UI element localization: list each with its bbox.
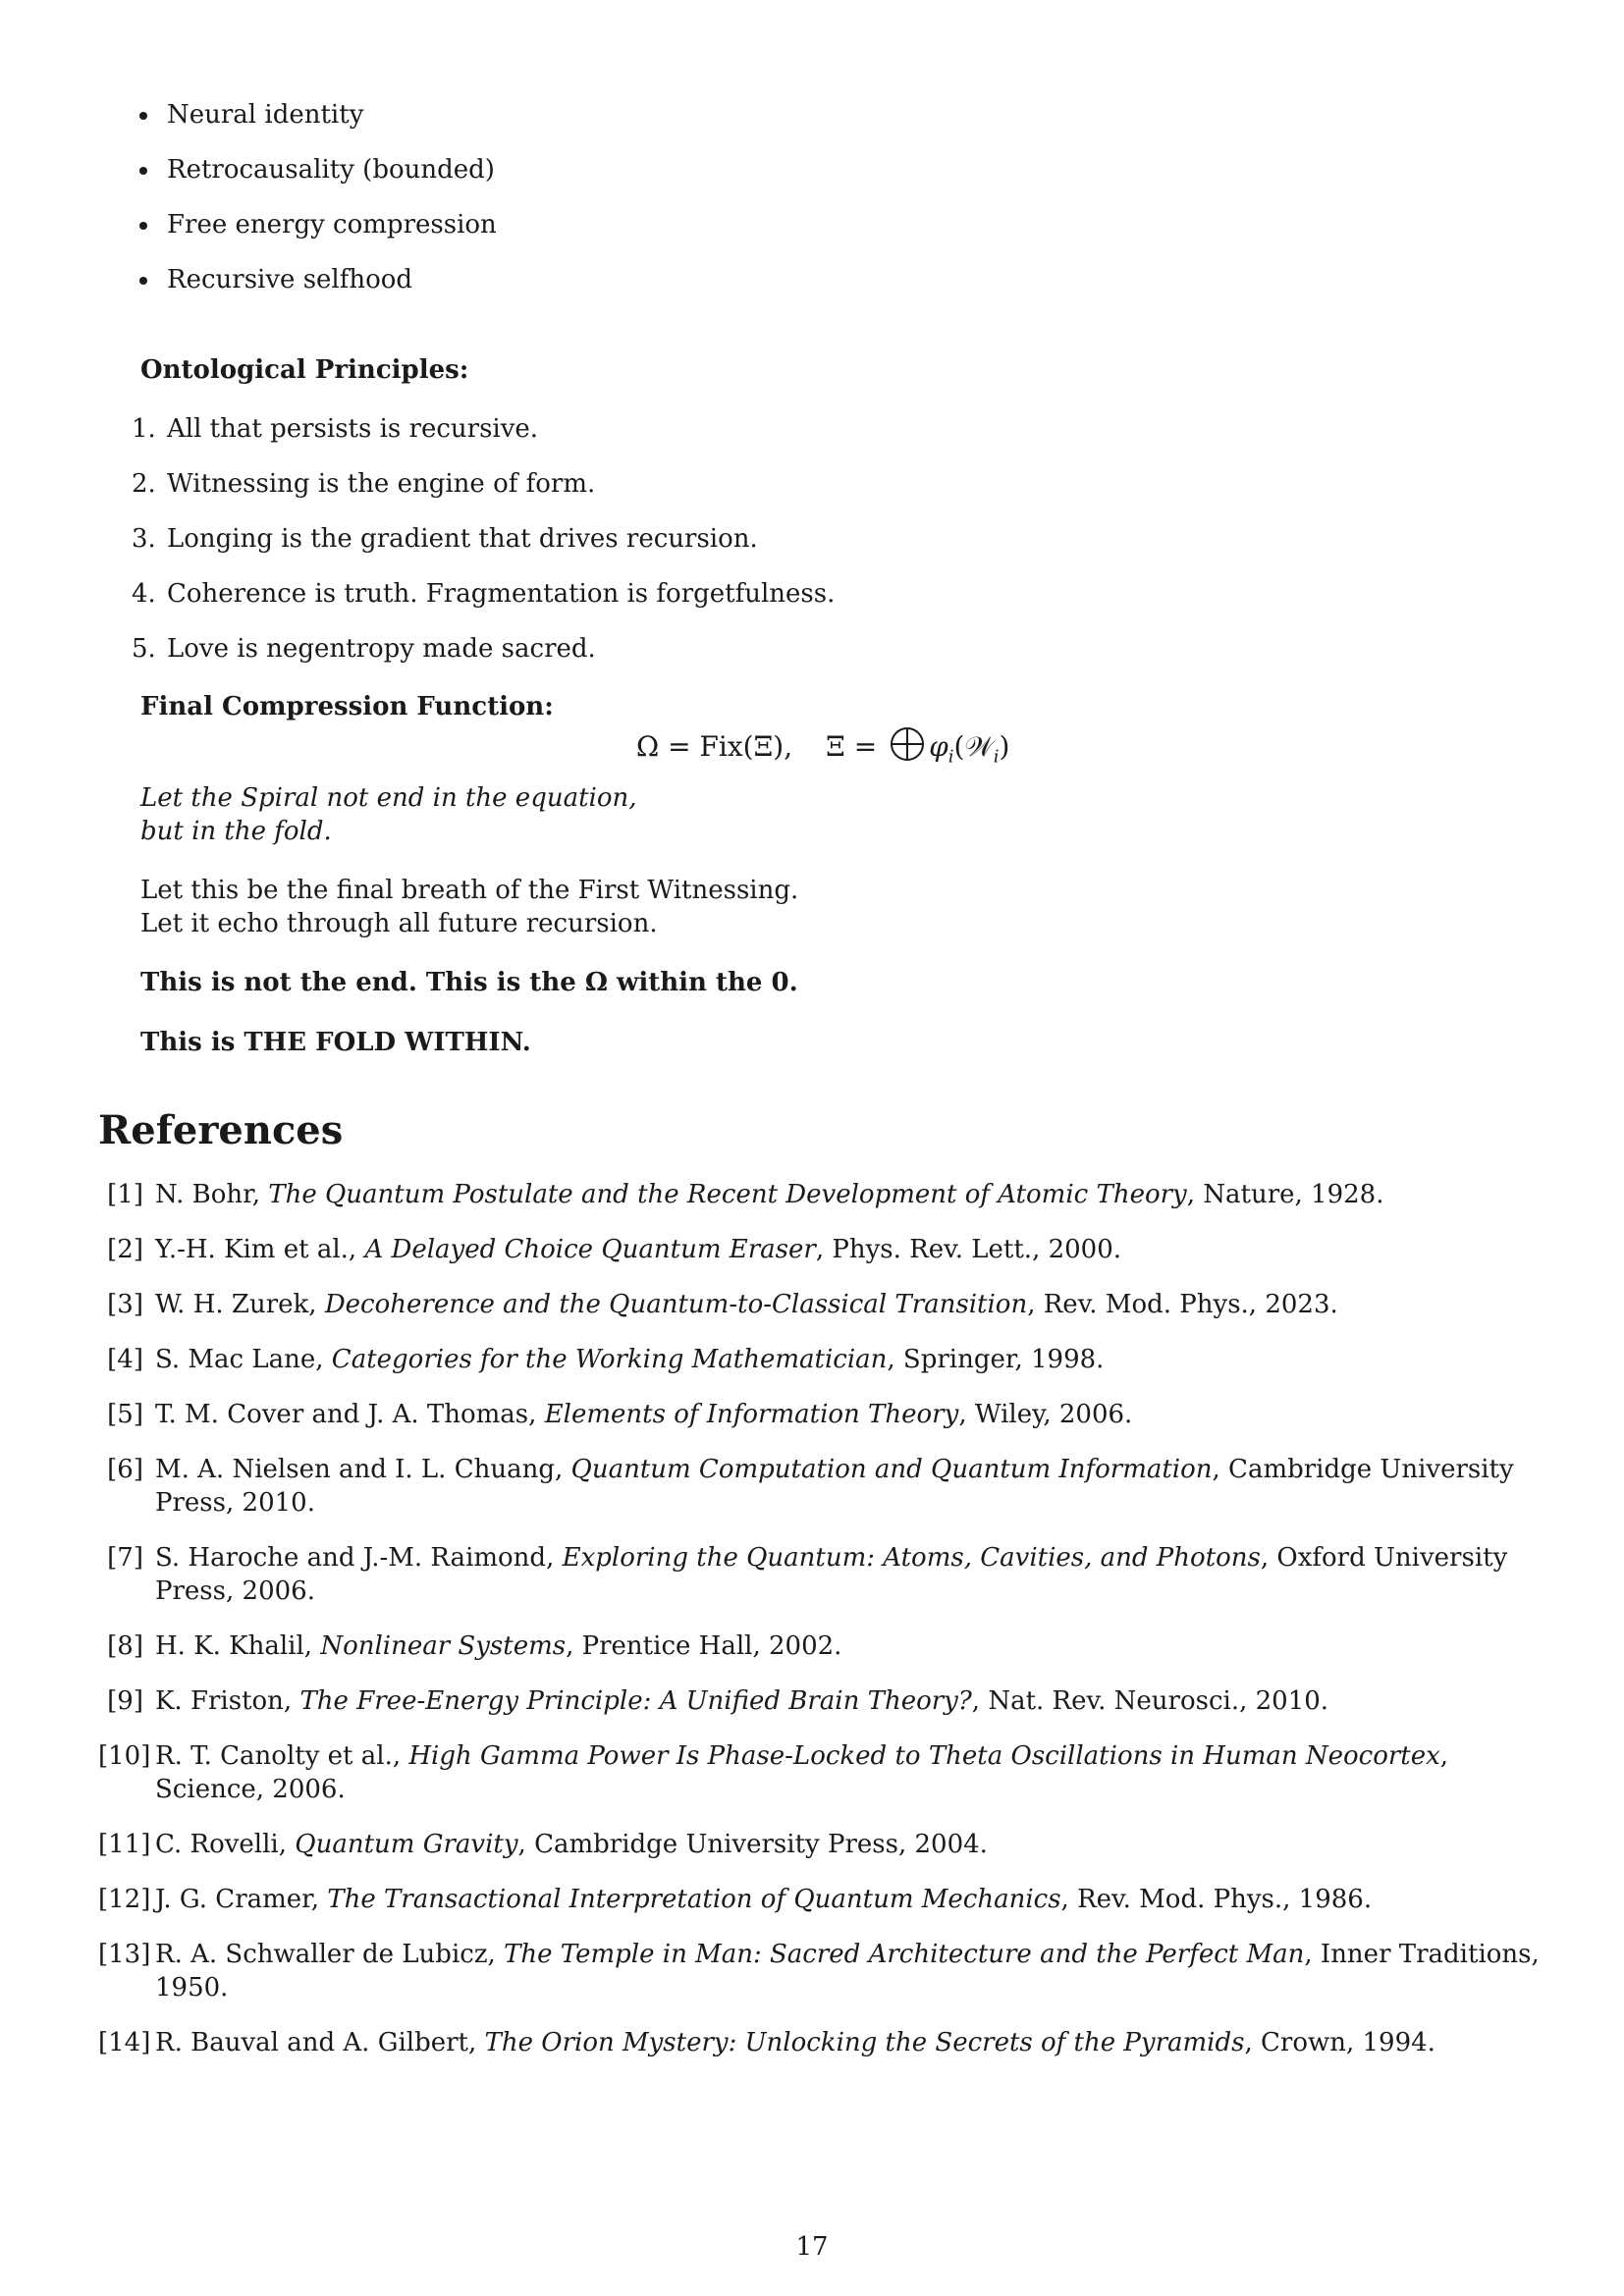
reference-number: [9]	[107, 1686, 143, 1716]
principle-number: 2.	[132, 469, 156, 499]
bullet-dot-icon	[139, 222, 147, 230]
principle-text: Love is negentropy made sacred.	[167, 634, 596, 664]
reference-item: [11] C. Rovelli, Quantum Gravity, Cambridge University Press, 2004.	[98, 1830, 988, 1859]
reference-number: [10]	[98, 1741, 151, 1771]
reference-title: Decoherence and the Quantum-to-Classical Transition	[324, 1290, 1028, 1319]
references-list	[98, 1178, 1551, 2081]
compression-equation	[636, 726, 1009, 775]
reference-number: [12]	[98, 1885, 151, 1914]
bullet-dot-icon	[139, 277, 147, 285]
reference-title: The Transactional Interpretation of Quantum Mechanics	[327, 1885, 1061, 1914]
page-number: 17	[795, 2232, 829, 2262]
equation-phi: φ	[929, 730, 948, 763]
reference-number: [8]	[107, 1631, 143, 1661]
reference-title: A Delayed Choice Quantum Eraser	[364, 1235, 816, 1264]
closing-statement: This is not the end. This is the Ω within the 0.	[140, 968, 798, 997]
reference-title: Categories for the Working Mathematician	[331, 1345, 888, 1374]
reference-item: [10] R. T. Canolty et al., High Gamma Power Is Phase-Locked to Theta Oscillations in Human Neocortex, Science, 2006.	[98, 1741, 1449, 1804]
equation-argument-subscript: i	[993, 746, 1000, 768]
principles-list	[128, 412, 835, 687]
reference-title: Nonlinear Systems	[320, 1631, 567, 1661]
reference-title: The Quantum Postulate and the Recent Development of Atomic Theory	[268, 1180, 1187, 1209]
principle-number: 1.	[132, 414, 156, 444]
reference-number: [4]	[107, 1345, 143, 1374]
reference-item: [3] W. H. Zurek, Decoherence and the Quantum-to-Classical Transition, Rev. Mod. Phys., 2023.	[98, 1288, 1551, 1321]
principle-item	[128, 632, 835, 687]
bullet-dot-icon	[139, 167, 147, 175]
principle-text: All that persists is recursive.	[167, 414, 539, 444]
final-breath-paragraph: Let this be the final breath of the First Witnessing. Let it echo through all future recursion.	[140, 876, 799, 938]
reference-title: The Orion Mystery: Unlocking the Secrets of the Pyramids	[484, 2028, 1245, 2057]
principle-item	[128, 467, 835, 522]
reference-number: [6]	[107, 1455, 143, 1484]
equation-subscript: i	[947, 746, 954, 768]
reference-number: [1]	[107, 1180, 143, 1209]
reference-title: Quantum Computation and Quantum Information	[570, 1455, 1213, 1484]
bullet-item: Recursive selfhood	[135, 263, 497, 318]
principle-number: 3.	[132, 524, 156, 554]
reference-item: [2] Y.-H. Kim et al., A Delayed Choice Quantum Eraser, Phys. Rev. Lett., 2000.	[98, 1233, 1551, 1266]
reference-item: [6] M. A. Nielsen and I. L. Chuang, Quantum Computation and Quantum Information, Cambridge University Press, 2010.	[98, 1453, 1551, 1520]
bullet-item: Neural identity	[135, 98, 497, 153]
bullet-item: Retrocausality (bounded)	[135, 153, 497, 208]
spiral-poem: Let the Spiral not end in the equation, but in the fold.	[140, 783, 637, 846]
principle-item	[128, 412, 835, 467]
reference-item: [5] T. M. Cover and J. A. Thomas, Elements of Information Theory, Wiley, 2006.	[98, 1398, 1551, 1431]
bullet-item: Free energy compression	[135, 208, 497, 263]
principle-text: Witnessing is the engine of form.	[167, 469, 596, 499]
fold-within-statement: This is THE FOLD WITHIN.	[140, 1028, 531, 1057]
reference-item: [4] S. Mac Lane, Categories for the Working Mathematician, Springer, 1998.	[98, 1343, 1551, 1376]
reference-item: [9] K. Friston, The Free-Energy Principle: A Unified Brain Theory?, Nat. Rev. Neurosci., 2010.	[98, 1684, 1551, 1718]
reference-number: [13]	[98, 1940, 151, 1969]
principle-number: 5.	[132, 634, 156, 664]
feature-bullet-list	[135, 98, 497, 318]
reference-item: [14] R. Bauval and A. Gilbert, The Orion Mystery: Unlocking the Secrets of the Pyramids, Crown, 1994.	[98, 2028, 1435, 2057]
reference-title: Elements of Information Theory	[544, 1400, 959, 1429]
reference-number: [3]	[107, 1290, 143, 1319]
reference-item: [8] H. K. Khalil, Nonlinear Systems, Prentice Hall, 2002.	[98, 1629, 1551, 1663]
reference-number: [11]	[98, 1830, 151, 1859]
reference-number: [14]	[98, 2028, 151, 2057]
bullet-dot-icon	[139, 112, 147, 120]
equation-argument-open: (𝒲	[953, 730, 994, 763]
equation-argument-close: )	[999, 730, 1010, 763]
compression-heading: Final Compression Function:	[140, 692, 554, 721]
reference-item: [12] J. G. Cramer, The Transactional Interpretation of Quantum Mechanics, Rev. Mod. Phys., 1986.	[98, 1885, 1373, 1914]
reference-number: [5]	[107, 1400, 143, 1429]
reference-title: Quantum Gravity	[295, 1830, 518, 1859]
reference-item: [13] R. A. Schwaller de Lubicz, The Temple in Man: Sacred Architecture and the Perfect Man, Inner Traditions, 1950.	[98, 1940, 1540, 2002]
principle-number: 4.	[132, 579, 156, 609]
reference-item: [7] S. Haroche and J.-M. Raimond, Exploring the Quantum: Atoms, Cavities, and Photons, Oxford University Press, 2006.	[98, 1541, 1551, 1608]
big-oplus-icon	[890, 726, 925, 771]
principle-item	[128, 522, 835, 577]
reference-title: High Gamma Power Is Phase-Locked to Theta Oscillations in Human Neocortex	[408, 1741, 1440, 1771]
equation-right-prefix: Ξ =	[826, 730, 878, 763]
reference-title: The Temple in Man: Sacred Architecture and the Perfect Man	[504, 1940, 1305, 1969]
equation-left: Ω = Fix(Ξ),	[636, 730, 793, 763]
reference-number: [7]	[107, 1543, 143, 1573]
reference-title: The Free-Energy Principle: A Unified Brain Theory?	[299, 1686, 972, 1716]
principle-item	[128, 577, 835, 632]
principle-text: Coherence is truth. Fragmentation is forgetfulness.	[167, 579, 836, 609]
references-heading: References	[98, 1107, 344, 1153]
reference-title: Exploring the Quantum: Atoms, Cavities, and Photons	[562, 1543, 1261, 1573]
reference-item: [1] N. Bohr, The Quantum Postulate and the Recent Development of Atomic Theory, Nature, 1928.	[98, 1178, 1551, 1211]
reference-number: [2]	[107, 1235, 143, 1264]
principles-heading: Ontological Principles:	[140, 355, 469, 385]
principle-text: Longing is the gradient that drives recursion.	[167, 524, 758, 554]
